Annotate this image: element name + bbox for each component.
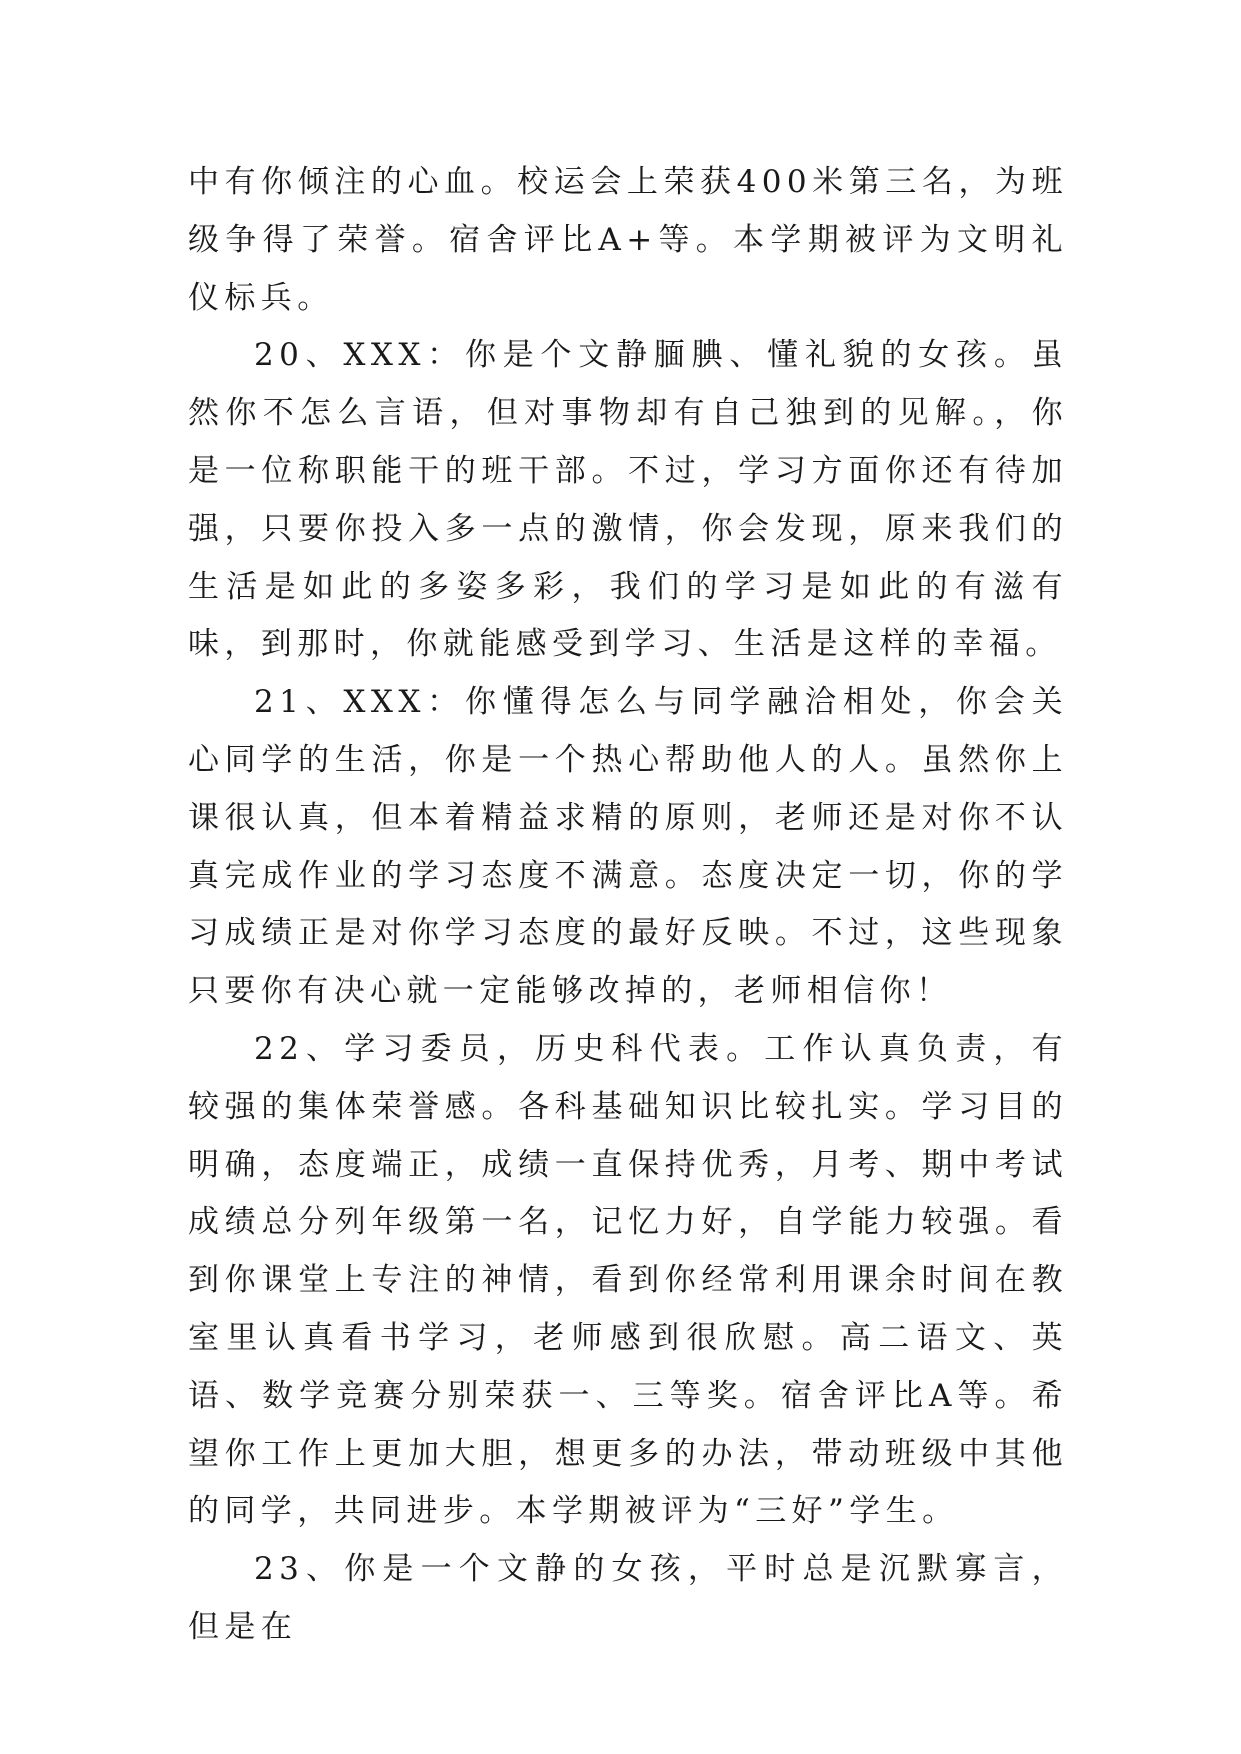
paragraph-continuation: 中有你倾注的心血。校运会上荣获400米第三名，为班级争得了荣誉。宿舍评比A+等。本学期被评为文明礼仪标兵。 — [188, 164, 1068, 316]
paragraph-comment-21: 21、XXX：你懂得怎么与同学融洽相处，你会关心同学的生活，你是一个热心帮助他人的人。虽然你上课很认真，但本着精益求精的原则，老师还是对你不认真完成作业的学习态度不满意。态度决定一切，你的学习成绩正是对你学习态度的最好反映。不过，这些现象只要你有决心就一定能够改掉的，老师相信你！ — [188, 684, 1068, 1010]
paragraph-comment-22: 22、学习委员，历史科代表。工作认真负责，有较强的集体荣誉感。各科基础知识比较扎实。学习目的明确，态度端正，成绩一直保持优秀，月考、期中考试成绩总分列年级第一名，记忆力好，自学能力较强。看到你课堂上专注的神情，看到你经常利用课余时间在教室里认真看书学习，老师感到很欣慰。高二语文、英语、数学竞赛分别荣获一、三等奖。宿舍评比A等。希望你工作上更加大胆，想更多的办法，带动班级中其他的同学，共同进步。本学期被评为“三好”学生。 — [188, 1030, 1068, 1530]
document-body — [188, 154, 1068, 1657]
paragraph-comment-20: 20、XXX：你是个文静腼腆、懂礼貌的女孩。虽然你不怎么言语，但对事物却有自己独到的见解。，你是一位称职能干的班干部。不过，学习方面你还有待加强，只要你投入多一点的激情，你会发现，原来我们的生活是如此的多姿多彩，我们的学习是如此的有滋有味，到那时，你就能感受到学习、生活是这样的幸福。 — [188, 337, 1068, 663]
paragraph-comment-23: 23、你是一个文静的女孩，平时总是沉默寡言，但是在 — [188, 1551, 1068, 1645]
